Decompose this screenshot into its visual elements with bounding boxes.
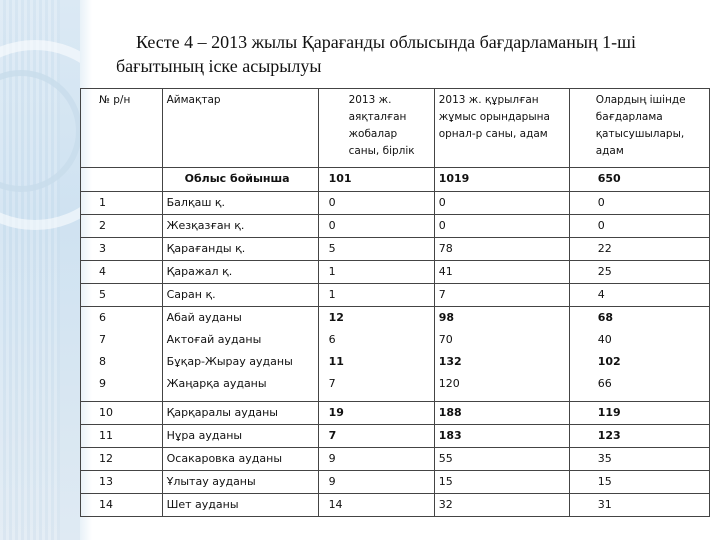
table-row-group xyxy=(81,307,710,402)
row-projects: 6 xyxy=(328,333,336,346)
table-row xyxy=(81,238,710,261)
row-projects: 14 xyxy=(318,494,434,517)
row-jobs: 55 xyxy=(434,448,569,471)
row-participants: 4 xyxy=(569,284,709,307)
row-region: Осакаровка ауданы xyxy=(162,448,318,471)
slide-title xyxy=(116,30,706,78)
row-projects: 5 xyxy=(318,238,434,261)
total-jobs: 1019 xyxy=(434,168,569,192)
table-row xyxy=(81,261,710,284)
row-jobs-group xyxy=(434,307,569,402)
row-number-group xyxy=(81,307,163,402)
header-participants: Олардың ішінде бағдарлама қатысушылары, адам xyxy=(569,89,709,168)
row-jobs: 15 xyxy=(434,471,569,494)
table-row xyxy=(81,192,710,215)
table-row xyxy=(81,494,710,517)
table-row xyxy=(81,402,710,425)
row-region: Ұлытау ауданы xyxy=(162,471,318,494)
row-region: Қаражал қ. xyxy=(162,261,318,284)
row-number: 6 xyxy=(99,311,106,324)
table-header-row xyxy=(81,89,710,168)
row-participants: 123 xyxy=(569,425,709,448)
row-number: 3 xyxy=(81,238,163,261)
header-number: № р/н xyxy=(81,89,163,168)
total-projects: 101 xyxy=(318,168,434,192)
row-number: 7 xyxy=(99,333,106,346)
row-projects: 7 xyxy=(318,425,434,448)
row-projects: 9 xyxy=(318,448,434,471)
table-row xyxy=(81,425,710,448)
row-region-group xyxy=(162,307,318,402)
table-row xyxy=(81,284,710,307)
row-jobs: 183 xyxy=(434,425,569,448)
row-participants: 35 xyxy=(569,448,709,471)
row-participants: 25 xyxy=(569,261,709,284)
row-jobs: 120 xyxy=(438,377,460,390)
row-number: 4 xyxy=(81,261,163,284)
row-number: 13 xyxy=(81,471,163,494)
row-participants: 66 xyxy=(597,377,612,390)
row-region: Шет ауданы xyxy=(162,494,318,517)
row-projects: 9 xyxy=(318,471,434,494)
row-jobs: 78 xyxy=(434,238,569,261)
row-region: Қарағанды қ. xyxy=(162,238,318,261)
data-table xyxy=(80,88,710,517)
row-region: Балқаш қ. xyxy=(162,192,318,215)
header-region: Аймақтар xyxy=(162,89,318,168)
table-row xyxy=(81,215,710,238)
row-projects: 0 xyxy=(318,192,434,215)
row-participants: 15 xyxy=(569,471,709,494)
row-region: Актоғай ауданы xyxy=(166,333,262,346)
total-label: Облыс бойынша xyxy=(162,168,318,192)
row-jobs: 32 xyxy=(434,494,569,517)
row-projects: 1 xyxy=(318,284,434,307)
row-region: Абай ауданы xyxy=(166,311,242,324)
row-participants: 31 xyxy=(569,494,709,517)
table-row xyxy=(81,448,710,471)
row-projects: 11 xyxy=(328,355,344,368)
row-jobs: 98 xyxy=(438,311,455,324)
row-jobs: 7 xyxy=(434,284,569,307)
row-projects: 0 xyxy=(318,215,434,238)
row-jobs: 0 xyxy=(434,192,569,215)
row-number: 12 xyxy=(81,448,163,471)
row-region: Бұқар-Жырау ауданы xyxy=(166,355,293,368)
row-participants: 0 xyxy=(569,215,709,238)
row-participants-group xyxy=(569,307,709,402)
row-region: Жезқазған қ. xyxy=(162,215,318,238)
row-participants: 68 xyxy=(597,311,614,324)
row-number: 11 xyxy=(81,425,163,448)
row-participants: 40 xyxy=(597,333,612,346)
row-projects: 12 xyxy=(328,311,344,324)
row-number: 10 xyxy=(81,402,163,425)
row-number: 8 xyxy=(99,355,106,368)
table-row xyxy=(81,471,710,494)
row-region: Жаңарқа ауданы xyxy=(166,377,267,390)
row-number: 9 xyxy=(99,377,106,390)
row-jobs: 132 xyxy=(438,355,462,368)
row-projects-group xyxy=(318,307,434,402)
header-jobs: 2013 ж. құрылған жұмыс орындарына орнал-р саны, адам xyxy=(434,89,569,168)
decorative-sidebar xyxy=(0,0,80,540)
row-jobs: 0 xyxy=(434,215,569,238)
header-projects: 2013 ж. аяқталған жобалар саны, бірлік xyxy=(318,89,434,168)
row-number: 5 xyxy=(81,284,163,307)
row-participants: 22 xyxy=(569,238,709,261)
total-number xyxy=(81,168,163,192)
row-projects: 7 xyxy=(328,377,336,390)
row-participants: 102 xyxy=(597,355,621,368)
total-participants: 650 xyxy=(569,168,709,192)
row-participants: 0 xyxy=(569,192,709,215)
row-jobs: 41 xyxy=(434,261,569,284)
row-jobs: 70 xyxy=(438,333,453,346)
row-projects: 1 xyxy=(318,261,434,284)
row-number: 2 xyxy=(81,215,163,238)
row-region: Саран қ. xyxy=(162,284,318,307)
slide-title-text: Кесте 4 – 2013 жылы Қарағанды облысында бағдарламаның 1-ші бағытының іске асырылуы xyxy=(116,32,636,76)
table-row-total xyxy=(81,168,710,192)
row-projects: 19 xyxy=(318,402,434,425)
row-jobs: 188 xyxy=(434,402,569,425)
row-participants: 119 xyxy=(569,402,709,425)
row-number: 14 xyxy=(81,494,163,517)
row-region: Нұра ауданы xyxy=(162,425,318,448)
row-region: Қарқаралы ауданы xyxy=(162,402,318,425)
row-number: 1 xyxy=(81,192,163,215)
